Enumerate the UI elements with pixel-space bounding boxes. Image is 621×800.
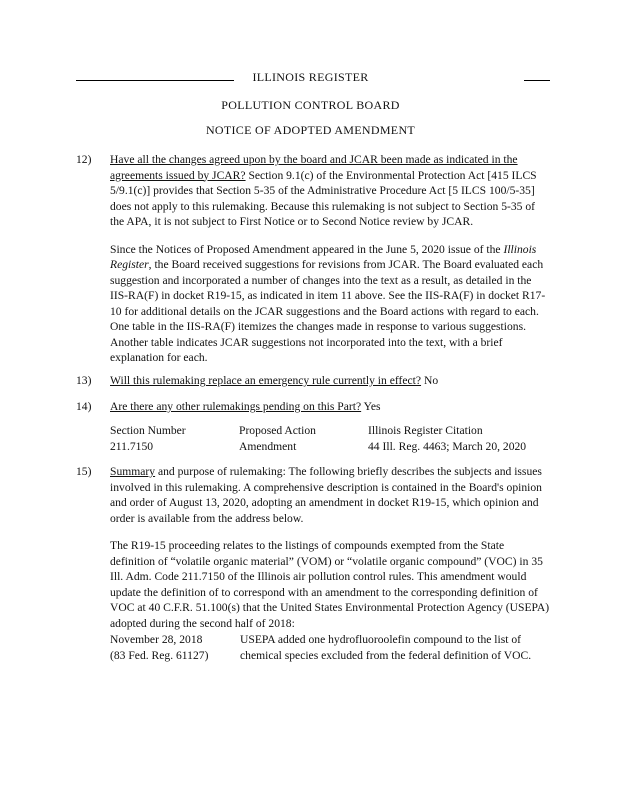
item-body — [110, 152, 552, 378]
board-title: POLLUTION CONTROL BOARD — [221, 98, 400, 112]
item-15-paragraph-1 — [110, 464, 552, 526]
header-rule-right — [524, 80, 550, 81]
table-cell: Amendment — [239, 439, 297, 453]
table-row — [110, 439, 552, 455]
column-header: Section Number — [110, 424, 186, 437]
federal-register-citation: (83 Fed. Reg. 61127) — [110, 648, 209, 662]
item-15-label-rest: and purpose of rulemaking: — [155, 465, 286, 478]
item-body — [110, 464, 552, 643]
federal-register-date: November 28, 2018 — [110, 633, 203, 646]
item-body — [110, 373, 552, 389]
item-12-paragraph-2 — [110, 242, 552, 366]
column-header: Illinois Register Citation — [368, 424, 483, 437]
item-15-label: Summary — [110, 465, 156, 478]
item-13-question: Will this rulemaking replace an emergency rule currently in effect? — [110, 374, 422, 387]
item-12-para2-a: Since the Notices of Proposed Amendment appeared in the June 5, 2020 issue of the — [110, 242, 504, 256]
item-12-question: Have all the changes agreed upon by the board and JCAR been made as indicated in the agreements issued by JCAR? — [110, 153, 518, 182]
item-12-para2-b: , the Board received suggestions for revisions from JCAR. The Board evaluated each suggestion and incorporated a number of changes into the text as a result, as detailed in the IIS-RA(F) in docket R19-15, as indicated in item 11 above. See the IIS-RA(F) in docket R17-10 for additional details on the JCAR suggestions and the Board actions with regard to each. One table in the IIS-RA(F) itemizes the changes made in response to various suggestions. Another table indicates JCAR suggestions not incorporated into the text, with a brief explanation for each. — [110, 258, 546, 364]
table-cell: 211.7150 — [110, 439, 154, 453]
item-13-answer: No — [421, 374, 439, 387]
item-15-paragraph-2: The R19-15 proceeding relates to the listings of compounds exempted from the State definition of “volatile organic material” (VOM) or “volatile organic compound” (VOC) in 35 Ill. Adm. Code 211.7150 of the Illinois air pollution control rules. This amendment would update the definition of to correspond with an amendment to the corresponding definition of VOC at 40 C.F.R. 51.100(s) that the United States Environmental Protection Agency (USEPA) adopted during the second half of 2018: — [110, 539, 550, 630]
item-number: 13) — [76, 374, 92, 387]
item-12-paragraph-1 — [110, 152, 552, 230]
table-header-row — [110, 423, 552, 439]
item-15-text1: The following briefly describes the subjects and issues involved in this rulemaking. A comprehensive description is contained in the Board's opinion and order of August 13, 2020, adopting an amendment in docket R19-15, which opinion and order is available from the address below. — [110, 465, 542, 525]
federal-register-description: USEPA added one hydrofluoroolefin compound to the list of chemical species excluded from the federal definition of VOC. — [240, 633, 532, 662]
item-number: 14) — [76, 400, 92, 413]
pending-rulemaking-table — [110, 423, 552, 454]
register-title: ILLINOIS REGISTER — [252, 70, 369, 84]
item-body — [110, 399, 552, 415]
item-number: 15) — [76, 465, 92, 478]
item-14-question: Are there any other rulemakings pending on this Part? — [110, 400, 362, 413]
item-12-para2-italic: Illinois Register — [110, 242, 537, 271]
table-cell: 44 Ill. Reg. 4463; March 20, 2020 — [368, 439, 527, 453]
federal-register-date-block — [110, 632, 240, 663]
notice-title: NOTICE OF ADOPTED AMENDMENT — [205, 123, 416, 137]
item-14-answer: Yes — [361, 400, 381, 413]
item-12-answer: Section 9.1(c) of the Environmental Protection Act [415 ILCS 5/9.1(c)] provides that Section 5-35 of the Administrative Procedure Act [5 ILCS 100/5-35] does not apply to this rulemaking. Because this rulemaking is not subject to Section 5-35 of the APA, it is not subject to First Notice or to Second Notice review by JCAR. — [110, 168, 537, 228]
column-header: Proposed Action — [239, 424, 316, 437]
item-number: 12) — [76, 153, 92, 166]
